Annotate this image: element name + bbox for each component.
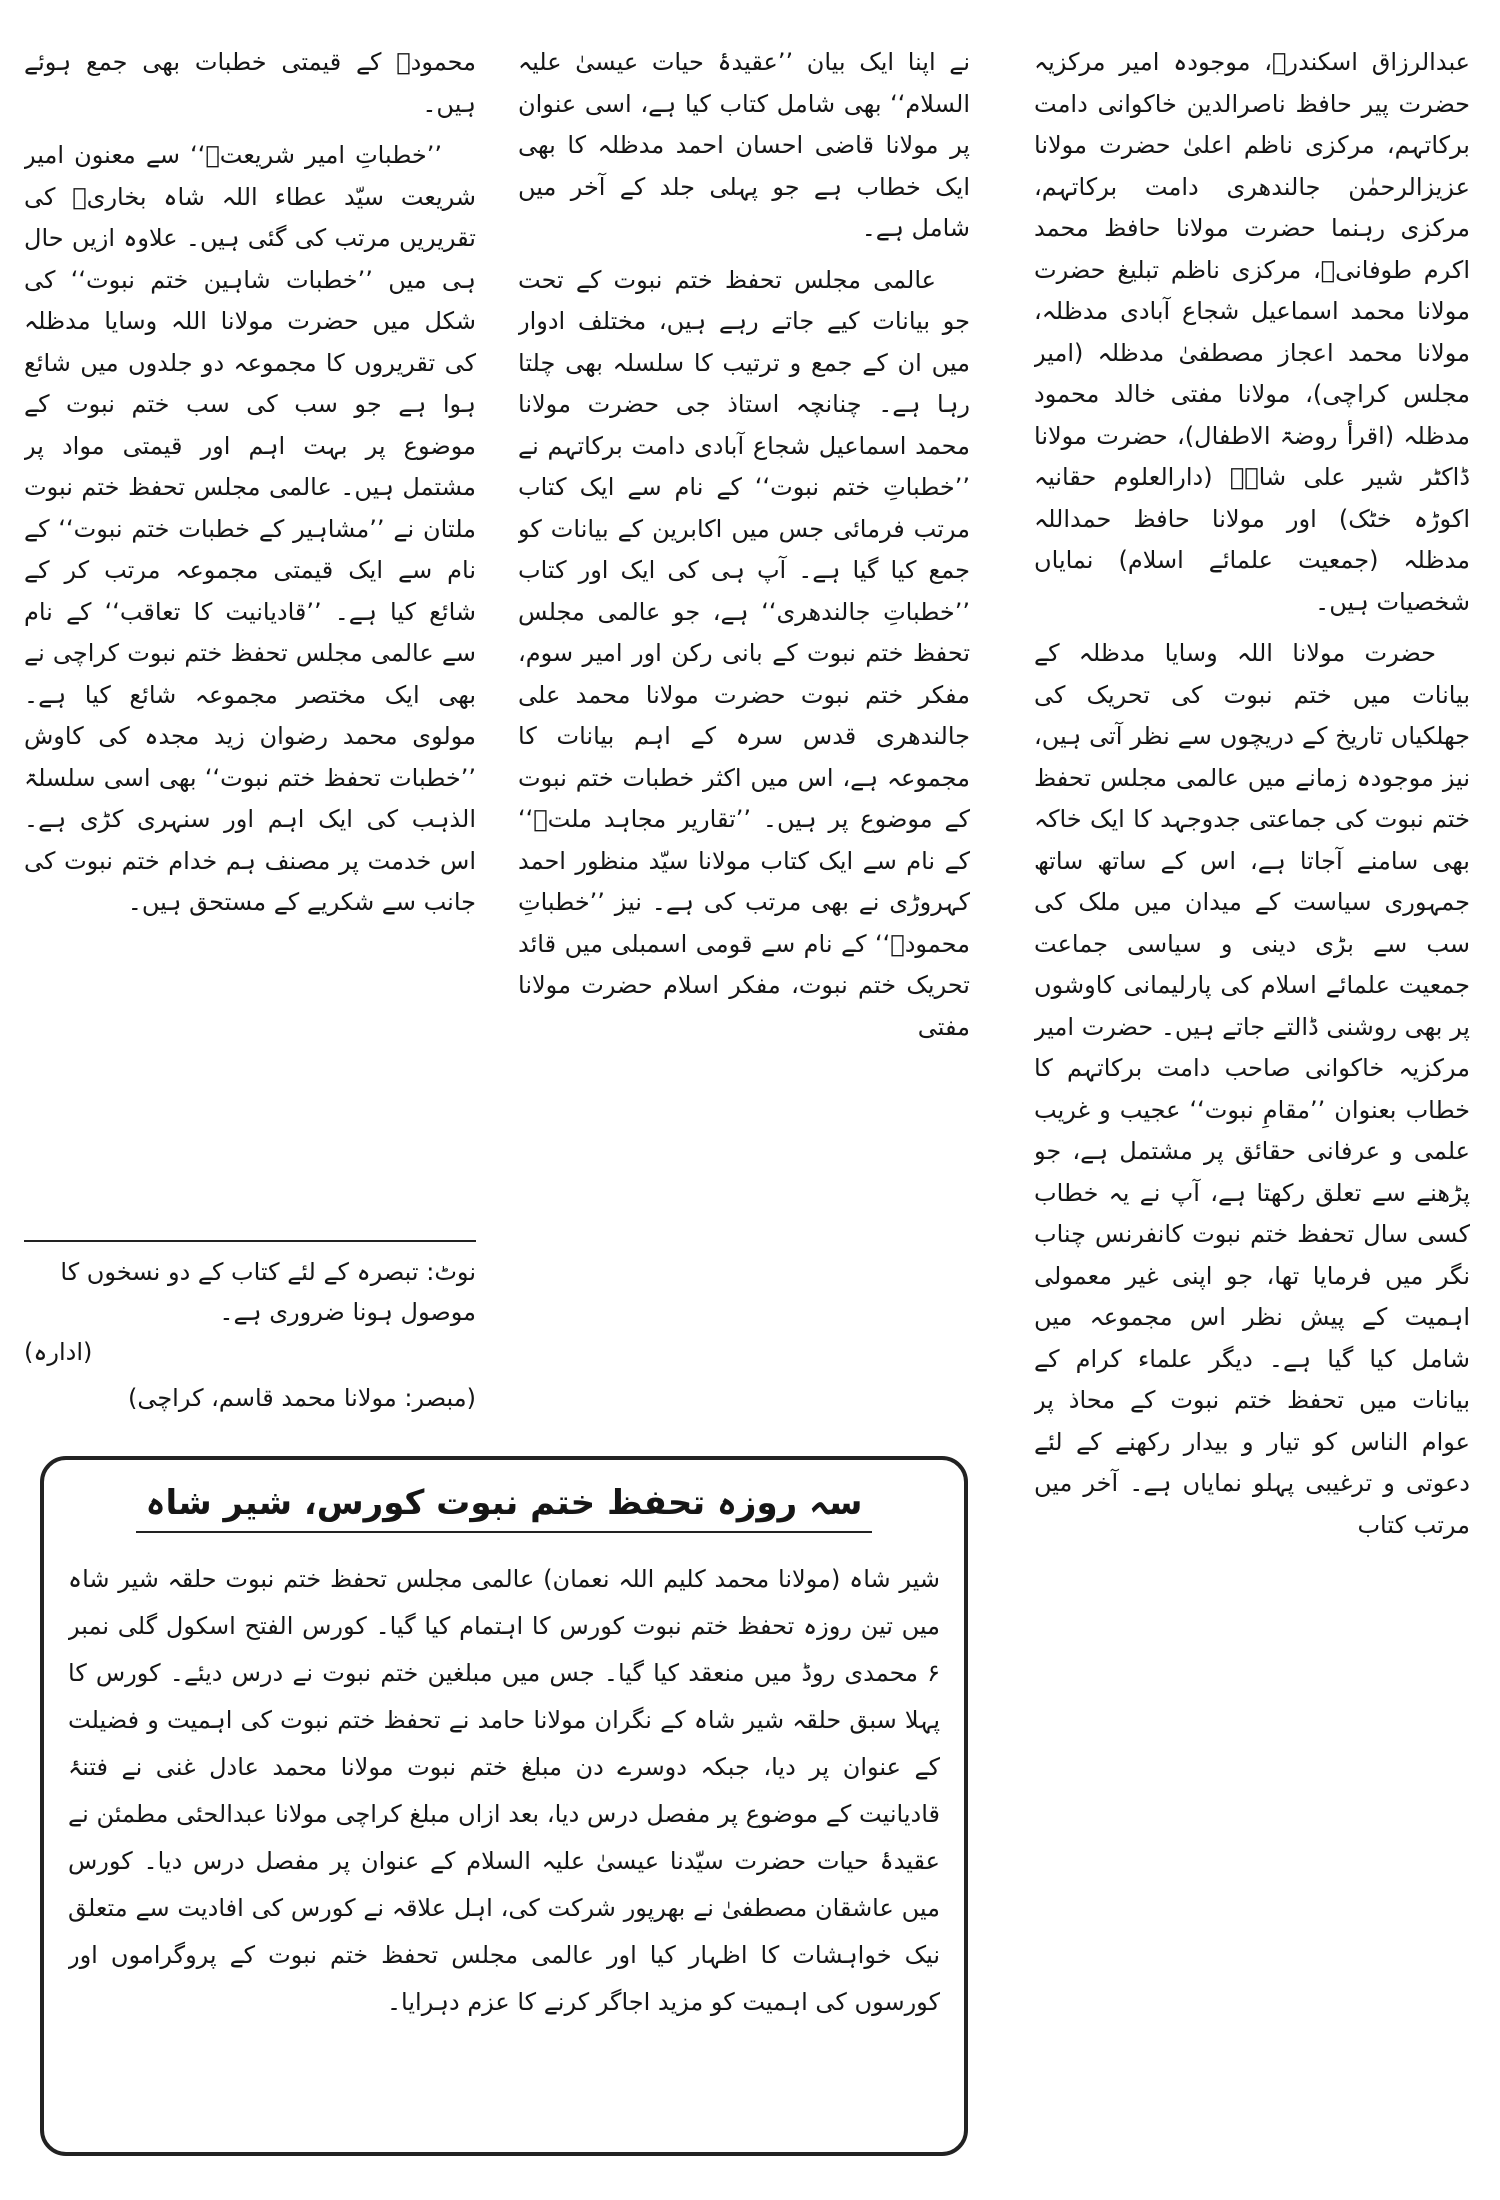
note-text: نوٹ: تبصرہ کے لئے کتاب کے دو نسخوں کا موصول ہونا ضروری ہے۔ xyxy=(60,1258,476,1326)
column-paragraph: عبدالرزاق اسکندرؒ، موجودہ امیر مرکزیہ حضرت پیر حافظ ناصرالدین خاکوانی دامت برکاتہم، مرکزی ناظم اعلیٰ حضرت مولانا عزیزالرحمٰن جالندھری دامت برکاتہم، مرکزی رہنما حضرت مولانا حافظ محمد اکرم طوفانیؒ، مرکزی ناظم تبلیغ حضرت مولانا محمد اسماعیل شجاع آبادی مدظلہ، مولانا محمد اعجاز مصطفیٰ مدظلہ (امیر مجلس کراچی)، مولانا مفتی خالد محمود مدظلہ (اقرأ روضۃ الاطفال)، حضرت مولانا ڈاکٹر شیر علی شاہؒ (دارالعلوم حقانیہ اکوڑہ خٹک) اور مولانا حافظ حمداللہ مدظلہ (جمعیت علمائے اسلام) نمایاں شخصیات ہیں۔ xyxy=(1034,48,1470,616)
column-paragraph: حضرت مولانا اللہ وسایا مدظلہ کے بیانات میں ختم نبوت کی تحریک کی جھلکیاں تاریخ کے دریچوں سے نظر آتی ہیں، نیز موجودہ زمانے میں عالمی مجلس تحفظ ختم نبوت کی جماعتی جدوجہد کا ایک خاکہ بھی سامنے آجاتا ہے، اس کے ساتھ ساتھ جمہوری سیاست کے میدان میں ملک کی سب سے بڑی دینی و سیاسی جماعت جمعیت علمائے اسلام کی پارلیمانی کاوشوں پر بھی روشنی ڈالتے جاتے ہیں۔ حضرت امیر مرکزیہ خاکوانی صاحب دامت برکاتہم کا خطاب بعنوان ’’مقامِ نبوت‘‘ عجیب و غریب علمی و عرفانی حقائق پر مشتمل ہے، جو پڑھنے سے تعلق رکھتا ہے، آپ نے یہ خطاب کسی سال تحفظ ختم نبوت کانفرنس چناب نگر میں فرمایا تھا، جو اپنی غیر معمولی اہمیت کے پیش نظر اس مجموعہ میں شامل کیا گیا ہے۔ دیگر علماء کرام کے بیانات میں تحفظ ختم نبوت کے محاذ پر عوام الناس کو تیار و بیدار رکھنے کے لئے دعوتی و ترغیبی پہلو نمایاں ہے۔ آخر میں مرتب کتاب xyxy=(1034,639,1470,1539)
news-box-body: شیر شاہ (مولانا محمد کلیم اللہ نعمان) عالمی مجلس تحفظ ختم نبوت حلقہ شیر شاہ میں تین روزہ تحفظ ختم نبوت کورس کا اہتمام کیا گیا۔ کورس الفتح اسکول گلی نمبر ۶ محمدی روڈ میں منعقد کیا گیا۔ جس میں مبلغین ختم نبوت نے درس دیئے۔ کورس کا پہلا سبق حلقہ شیر شاہ کے نگران مولانا حامد نے تحفظ ختم نبوت کی اہمیت و فضیلت کے عنوان پر دیا، جبکہ دوسرے دن مبلغ ختم نبوت مولانا محمد عادل غنی نے فتنۂ قادیانیت کے موضوع پر مفصل درس دیا، بعد ازاں مبلغ کراچی مولانا عبدالحئی مطمئن نے عقیدۂ حیات حضرت سیّدنا عیسیٰ علیہ السلام کے عنوان پر مفصل درس دیا۔ کورس میں عاشقان مصطفیٰ نے بھرپور شرکت کی، اہل علاقہ نے کورس کی افادیت سے متعلق نیک خواہشات کا اظہار کیا اور عالمی مجلس تحفظ ختم نبوت کے پروگراموں اور کورسوں کی اہمیت کو مزید اجاگر کرنے کا عزم دہرایا۔ xyxy=(68,1565,940,2016)
column-paragraph: عالمی مجلس تحفظ ختم نبوت کے تحت جو بیانات کیے جاتے رہے ہیں، مختلف ادوار میں ان کے جمع و ترتیب کا سلسلہ بھی چلتا رہا ہے۔ چنانچہ استاذ جی حضرت مولانا محمد اسماعیل شجاع آبادی دامت برکاتہم نے ’’خطباتِ ختم نبوت‘‘ کے نام سے ایک کتاب مرتب فرمائی جس میں اکابرین کے بیانات کو جمع کیا گیا ہے۔ آپ ہی کی ایک اور کتاب ’’خطباتِ جالندھری‘‘ ہے، جو عالمی مجلس تحفظ ختم نبوت کے بانی رکن اور امیر سوم، مفکر ختم نبوت حضرت مولانا محمد علی جالندھری قدس سرہ کے اہم بیانات کا مجموعہ ہے، اس میں اکثر خطبات ختم نبوت کے موضوع پر ہیں۔ ’’تقاریر مجاہد ملتؒ‘‘ کے نام سے ایک کتاب مولانا سیّد منظور احمد کہروڑی نے بھی مرتب کی ہے۔ نیز ’’خطباتِ محمودؒ‘‘ کے نام سے قومی اسمبلی میں قائد تحریک ختم نبوت، مفکر اسلام حضرت مولانا مفتی xyxy=(518,265,970,1041)
note-signature: (ادارہ) xyxy=(24,1338,93,1366)
review-note xyxy=(24,1252,476,1418)
divider-line xyxy=(24,1240,476,1242)
column-paragraph: نے اپنا ایک بیان ’’عقیدۂ حیات عیسیٰ علیہ السلام‘‘ بھی شامل کتاب کیا ہے، اسی عنوان پر مولانا قاضی احسان احمد مدظلہ کا بھی ایک خطاب ہے جو پہلی جلد کے آخر میں شامل ہے۔ xyxy=(518,48,970,242)
article-column-middle xyxy=(518,42,970,1444)
column-paragraph: ’’خطباتِ امیر شریعتؒ‘‘ سے معنون امیر شریعت سیّد عطاء اللہ شاہ بخاریؒ کی تقریریں مرتب کی گئی ہیں۔ علاوہ ازیں حال ہی میں ’’خطبات شاہین ختم نبوت‘‘ کی شکل میں حضرت مولانا اللہ وسایا مدظلہ کی تقریروں کا مجموعہ دو جلدوں میں شائع ہوا ہے جو سب کی سب ختم نبوت کے موضوع پر بہت اہم اور قیمتی مواد پر مشتمل ہیں۔ عالمی مجلس تحفظ ختم نبوت ملتان نے ’’مشاہیر کے خطبات ختم نبوت‘‘ کے نام سے ایک قیمتی مجموعہ مرتب کر کے شائع کیا ہے۔ ’’قادیانیت کا تعاقب‘‘ کے نام سے عالمی مجلس تحفظ ختم نبوت کراچی نے بھی ایک مختصر مجموعہ شائع کیا ہے۔ مولوی محمد رضوان زید مجدہ کی کاوش ’’خطبات تحفظ ختم نبوت‘‘ بھی اسی سلسلۃ الذہب کی ایک اہم اور سنہری کڑی ہے۔ اس خدمت پر مصنف ہم خدام ختم نبوت کی جانب سے شکریے کے مستحق ہیں۔ xyxy=(24,141,476,916)
news-box xyxy=(40,1456,968,2156)
reviewer-credit: (مبصر: مولانا محمد قاسم، کراچی) xyxy=(127,1384,476,1412)
column-paragraph: محمودؒ کے قیمتی خطبات بھی جمع ہوئے ہیں۔ xyxy=(24,48,476,118)
article-column-right xyxy=(1034,42,1470,2172)
news-box-title xyxy=(44,1482,964,1523)
article-column-left xyxy=(24,42,476,1252)
news-box-title-text: سہ روزہ تحفظ ختم نبوت کورس، شیر شاہ xyxy=(136,1483,873,1533)
